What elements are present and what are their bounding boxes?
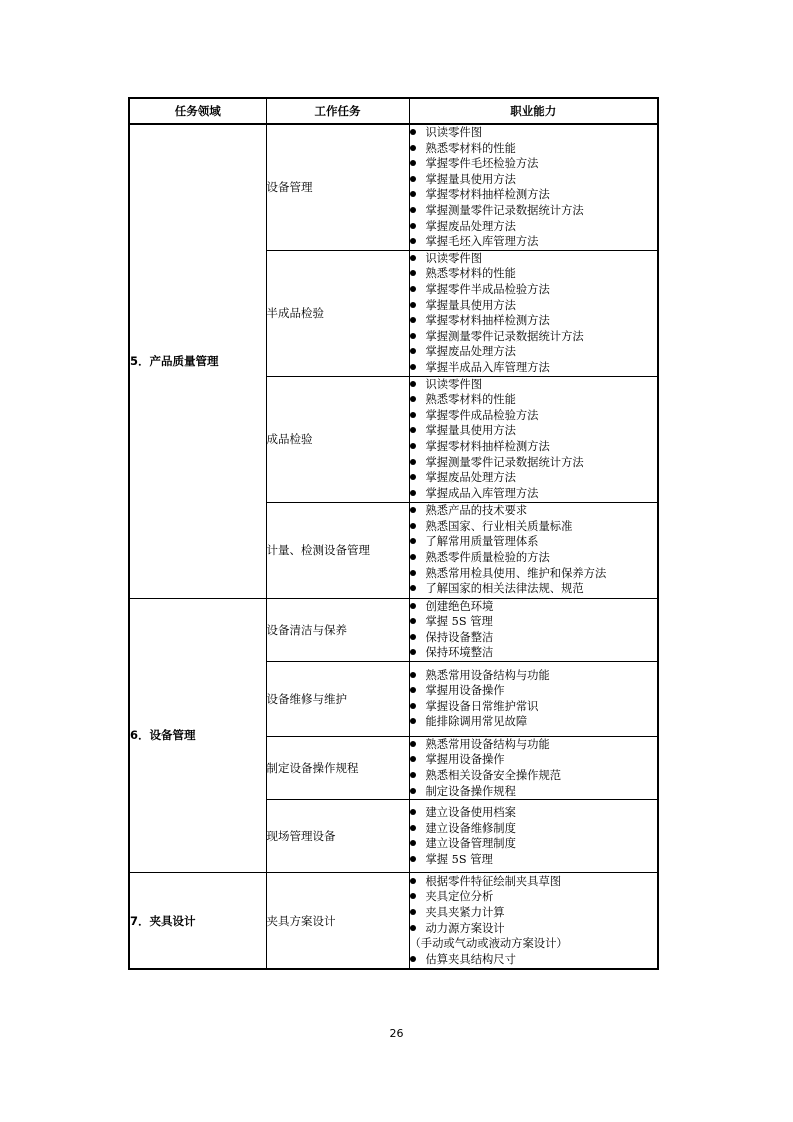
skill-text: 掌握量具使用方法 (425, 172, 516, 186)
bullet-icon (410, 634, 416, 640)
bullet-icon (410, 825, 416, 831)
skills-cell (409, 250, 658, 376)
bullet-icon (410, 570, 416, 576)
bullet-icon (410, 317, 416, 323)
skill-text: 估算夹具结构尺寸 (425, 952, 516, 966)
bullet-icon (410, 474, 416, 480)
skill-text: 熟悉常用检具使用、维护和保养方法 (425, 566, 607, 580)
skill-item (410, 614, 658, 630)
skill-item (410, 519, 658, 535)
bullet-icon (410, 145, 416, 151)
skill-item (410, 203, 658, 219)
bullet-icon (410, 129, 416, 135)
bullet-icon (410, 286, 416, 292)
skills-cell (409, 376, 658, 502)
skill-item (410, 344, 658, 360)
skill-item (410, 156, 658, 172)
skill-item (410, 282, 658, 298)
skill-item (410, 737, 658, 753)
bullet-icon (410, 878, 416, 884)
skill-text: 掌握量具使用方法 (425, 298, 516, 312)
skill-item (410, 423, 658, 439)
skill-item (410, 805, 658, 821)
skill-text: 掌握零材料抽样检测方法 (425, 188, 550, 202)
domain-cell-quality-management: 5．产品质量管理 (129, 124, 266, 598)
skill-item (410, 784, 658, 800)
task-cell: 成品检验 (266, 376, 409, 502)
bullet-icon (410, 672, 416, 678)
skill-text: 熟悉常用设备结构与功能 (425, 737, 550, 751)
skill-text: 根据零件特征绘制夹具草图 (425, 874, 562, 888)
skill-text: 掌握 5S 管理 (425, 615, 493, 629)
skill-item (410, 699, 658, 715)
bullet-icon (410, 396, 416, 402)
task-cell: 设备维修与维护 (266, 661, 409, 736)
task-cell: 制定设备操作规程 (266, 736, 409, 799)
bullet-icon (410, 302, 416, 308)
skill-text: 掌握零件毛坯检验方法 (425, 157, 539, 171)
bullet-icon (410, 191, 416, 197)
skill-item (410, 683, 658, 699)
domain-cell-fixture-design: 7．夹具设计 (129, 873, 266, 969)
skill-text: 创建绝色环境 (425, 599, 494, 613)
skills-cell (409, 598, 658, 661)
bullet-icon (410, 893, 416, 899)
skill-text: 熟悉零材料的性能 (425, 393, 516, 407)
task-cell: 现场管理设备 (266, 800, 409, 873)
bullet-icon (410, 333, 416, 339)
skill-text: 掌握用设备操作 (425, 753, 505, 767)
skill-text: 熟悉零材料的性能 (425, 267, 516, 281)
bullet-icon (410, 909, 416, 915)
skill-item (410, 266, 658, 282)
skill-text: 动力源方案设计 (425, 921, 505, 935)
skill-text: 识读零件图 (425, 251, 482, 265)
skill-text: 保持设备整洁 (425, 630, 494, 644)
skill-item (410, 836, 658, 852)
skill-item (410, 234, 658, 250)
skill-item (410, 821, 658, 837)
task-cell: 设备管理 (266, 124, 409, 250)
skills-cell (409, 800, 658, 873)
skill-text: 掌握设备日常维护常识 (425, 699, 539, 713)
bullet-icon (410, 270, 416, 276)
skill-item (410, 187, 658, 203)
skill-item (410, 550, 658, 566)
bullet-icon (410, 381, 416, 387)
bullet-icon (410, 756, 416, 762)
bullet-icon (410, 649, 416, 655)
bullet-icon (410, 809, 416, 815)
bullet-icon (410, 603, 416, 609)
skill-text: 掌握毛坯入库管理方法 (425, 235, 539, 249)
skill-item (410, 392, 658, 408)
skill-text: 掌握半成品入库管理方法 (425, 360, 550, 374)
skill-item (410, 921, 658, 937)
skill-item (410, 566, 658, 582)
bullet-icon (410, 840, 416, 846)
skill-text: 掌握零材料抽样检测方法 (425, 440, 550, 453)
skill-item (410, 581, 658, 597)
skill-item (410, 251, 658, 267)
table-header-row (129, 98, 658, 124)
bullet-icon (410, 176, 416, 182)
skill-item (410, 470, 658, 486)
bullet-icon (410, 364, 416, 370)
skill-text: 掌握零件成品检验方法 (425, 408, 539, 422)
bullet-icon (410, 160, 416, 166)
domain-cell-equipment-management: 6．设备管理 (129, 598, 266, 873)
skill-item (410, 768, 658, 784)
bullet-icon (410, 554, 416, 560)
skill-text: 夹具夹紧力计算 (425, 905, 505, 919)
bullet-icon (410, 925, 416, 931)
skill-item (410, 874, 658, 890)
bullet-icon (410, 459, 416, 465)
bullet-icon (410, 490, 416, 496)
skill-item (410, 172, 658, 188)
bullet-icon (410, 538, 416, 544)
skill-item (410, 905, 658, 921)
task-cell: 半成品检验 (266, 250, 409, 376)
skill-text: 熟悉产品的技术要求 (425, 504, 528, 518)
skill-text: 熟悉零材料的性能 (425, 141, 516, 155)
bullet-icon (410, 741, 416, 747)
skill-item (410, 668, 658, 684)
skill-item (410, 534, 658, 550)
skill-text: 熟悉常用设备结构与功能 (425, 668, 550, 682)
skill-item (410, 408, 658, 424)
skill-text: 能排除调用常见故障 (425, 715, 528, 729)
skill-item (410, 313, 658, 329)
skill-text: 掌握测量零件记录数据统计方法 (425, 455, 584, 469)
skill-item (410, 752, 658, 768)
bullet-icon (410, 687, 416, 693)
skill-item (410, 630, 658, 646)
skill-text: 建立设备管理制度 (425, 837, 516, 851)
bullet-icon (410, 956, 416, 962)
skills-cell (409, 661, 658, 736)
skill-item (410, 219, 658, 235)
skill-text: 掌握废品处理方法 (425, 345, 516, 359)
skill-item (410, 852, 658, 868)
competency-table (128, 97, 659, 970)
skill-text: 了解常用质量管理体系 (425, 535, 539, 549)
skill-item (410, 141, 658, 157)
skill-text: 熟悉零件质量检验的方法 (425, 551, 550, 564)
skills-cell (409, 502, 658, 598)
task-cell: 夹具方案设计 (266, 873, 409, 969)
table-row (129, 873, 658, 969)
bullet-icon (410, 412, 416, 418)
bullet-icon (410, 507, 416, 513)
bullet-icon (410, 207, 416, 213)
skill-item (410, 439, 658, 455)
bullet-icon (410, 427, 416, 433)
skill-item (410, 889, 658, 905)
skills-cell (409, 124, 658, 250)
skill-item (410, 455, 658, 471)
bullet-icon (410, 523, 416, 529)
skill-text: 掌握零件半成品检验方法 (425, 282, 550, 296)
skill-item (410, 599, 658, 615)
skill-text: 识读零件图 (425, 126, 482, 139)
skill-item (410, 360, 658, 376)
header-work-task: 工作任务 (266, 98, 409, 124)
skill-text: 掌握零材料抽样检测方法 (425, 314, 550, 328)
skill-item (410, 298, 658, 314)
skill-text: 掌握废品处理方法 (425, 219, 516, 233)
bullet-icon (410, 223, 416, 229)
skill-text: 掌握测量零件记录数据统计方法 (425, 329, 584, 343)
skill-text: 掌握废品处理方法 (425, 471, 516, 485)
bullet-icon (410, 703, 416, 709)
header-professional-ability: 职业能力 (409, 98, 658, 124)
header-task-domain: 任务领域 (129, 98, 266, 124)
skill-item (410, 645, 658, 661)
skill-text: 了解国家的相关法律法规、规范 (425, 582, 584, 596)
skill-item (410, 377, 658, 393)
skill-text: 掌握测量零件记录数据统计方法 (425, 203, 584, 217)
skill-item (410, 936, 658, 952)
skill-text: （手动或气动或液动方案设计） (409, 937, 568, 951)
bullet-icon (410, 238, 416, 244)
skill-item (410, 952, 658, 968)
skill-text: 掌握量具使用方法 (425, 424, 516, 438)
skill-item (410, 125, 658, 141)
skill-text: 识读零件图 (425, 377, 482, 391)
skill-text: 熟悉相关设备安全操作规范 (425, 769, 562, 783)
skill-text: 建立设备维修制度 (425, 821, 516, 835)
bullet-icon (410, 348, 416, 354)
skill-item (410, 486, 658, 502)
skill-text: 熟悉国家、行业相关质量标准 (425, 519, 573, 533)
table-row (129, 124, 658, 250)
bullet-icon (410, 772, 416, 778)
bullet-icon (410, 585, 416, 591)
bullet-icon (410, 856, 416, 862)
skill-text: 建立设备使用档案 (425, 806, 516, 820)
skill-text: 掌握 5S 管理 (425, 852, 493, 866)
bullet-icon (410, 255, 416, 261)
skills-cell (409, 736, 658, 799)
skill-item (410, 329, 658, 345)
bullet-icon (410, 788, 416, 794)
skills-cell (409, 873, 658, 969)
bullet-icon (410, 443, 416, 449)
skill-text: 制定设备操作规程 (425, 784, 516, 798)
bullet-icon (410, 618, 416, 624)
task-cell: 设备清洁与保养 (266, 598, 409, 661)
bullet-icon (410, 718, 416, 724)
skill-item (410, 714, 658, 730)
table-row (129, 598, 658, 661)
skill-text: 掌握成品入库管理方法 (425, 486, 539, 500)
task-cell: 计量、检测设备管理 (266, 502, 409, 598)
skill-item (410, 503, 658, 519)
skill-text: 夹具定位分析 (425, 890, 494, 904)
page-number: 26 (389, 1027, 404, 1040)
skill-text: 掌握用设备操作 (425, 684, 505, 698)
skill-text: 保持环境整洁 (425, 646, 494, 660)
